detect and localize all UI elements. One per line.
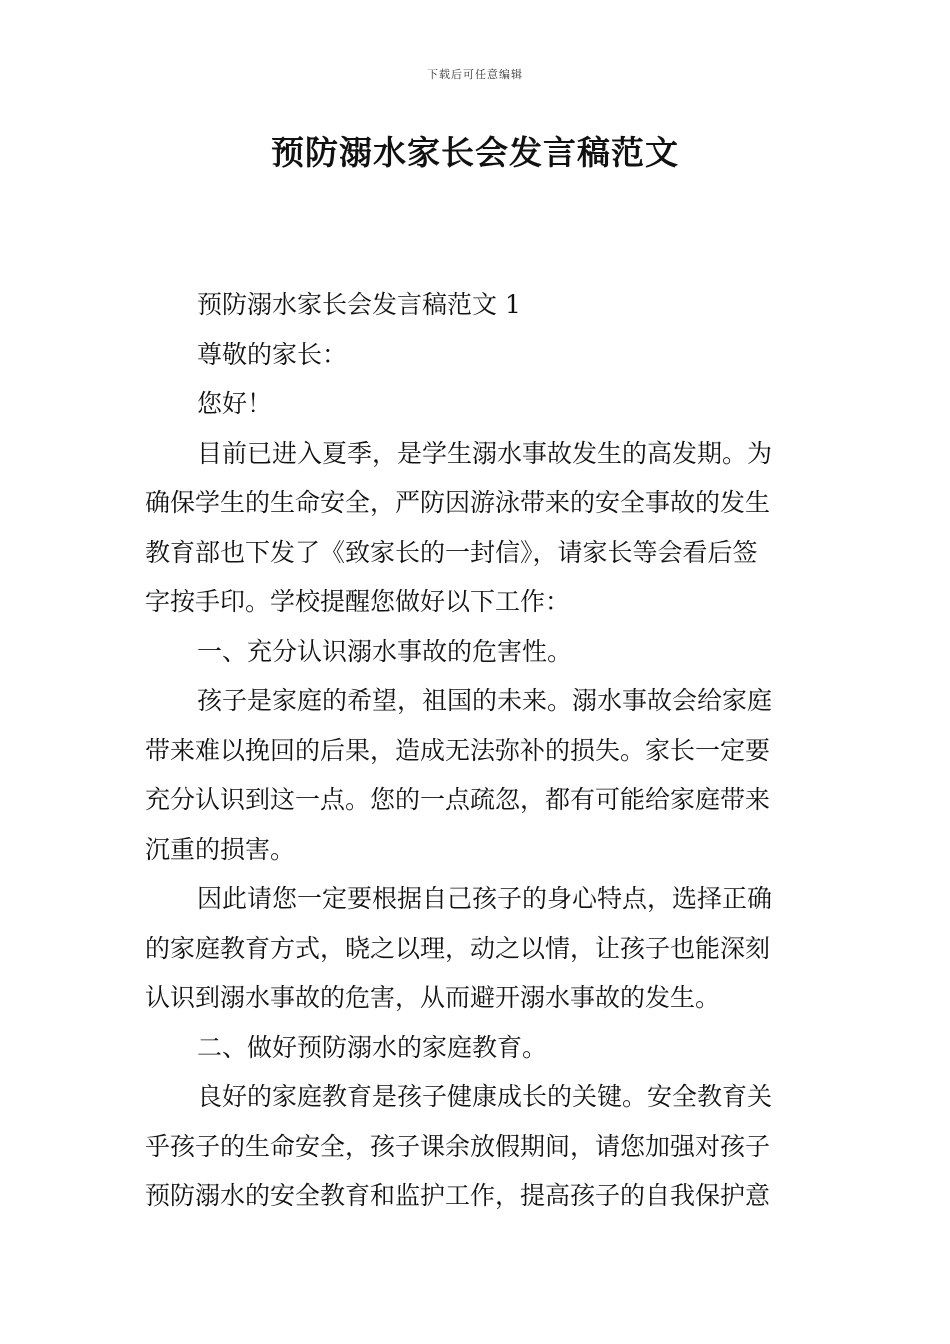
text-line: 良好的家庭教育是孩子健康成长的关键。安全教育关 [197, 1082, 773, 1111]
document-body [145, 280, 807, 1221]
text-line: 教育部也下发了《致家长的一封信》，请家长等会看后签 [145, 537, 758, 567]
text-line: 沉重的损害。 [145, 834, 296, 864]
text-line: 一、充分认识溺水事故的危害性。 [197, 636, 573, 666]
text-line: 尊敬的家长： [197, 339, 348, 369]
text-line: 带来难以挽回的后果，造成无法弥补的损失。家长一定要 [145, 735, 771, 765]
text-line: 乎孩子的生命安全，孩子课余放假期间，请您加强对孩子 [145, 1131, 771, 1161]
header-note: 下载后可任意编辑 [427, 68, 523, 81]
text-line: 二、做好预防溺水的家庭教育。 [197, 1032, 548, 1062]
document-title: 预防溺水家长会发言稿范文 [271, 133, 679, 172]
text-line: 您好！ [197, 389, 273, 418]
text-line: 认识到溺水事故的危害，从而避开溺水事故的发生。 [145, 983, 721, 1012]
text-line: 孩子是家庭的希望，祖国的未来。溺水事故会给家庭 [197, 686, 773, 715]
text-line: 预防溺水的安全教育和监护工作，提高孩子的自我保护意 [145, 1181, 771, 1210]
text-line: 目前已进入夏季，是学生溺水事故发生的高发期。为 [197, 438, 773, 468]
text-line: 的家庭教育方式，晓之以理，动之以情，让孩子也能深刻 [145, 933, 771, 963]
text-line: 预防溺水家长会发言稿范文 1 [197, 290, 521, 319]
text-line: 因此请您一定要根据自己孩子的身心特点，选择正确 [197, 884, 773, 913]
text-line: 充分认识到这一点。您的一点疏忽，都有可能给家庭带来 [145, 785, 771, 814]
text-line: 字按手印。学校提醒您做好以下工作： [145, 587, 571, 616]
text-line: 确保学生的生命安全，严防因游泳带来的安全事故的发生 [145, 488, 771, 517]
